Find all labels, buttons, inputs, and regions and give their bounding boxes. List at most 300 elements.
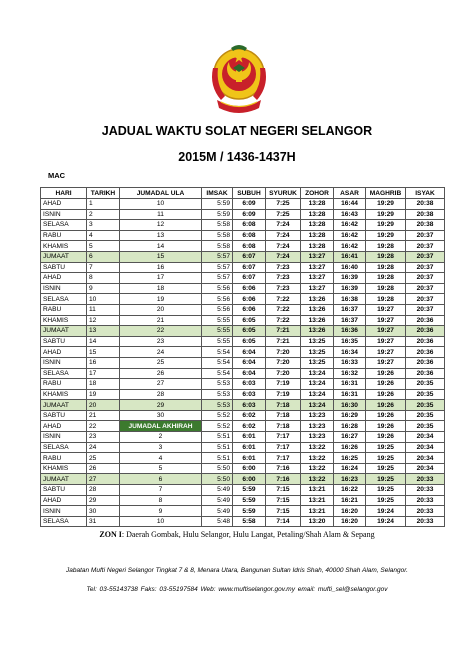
cell-tarikh: 24 — [87, 442, 120, 453]
cell-syuruk: 7:16 — [266, 474, 301, 485]
cell-subuh: 6:02 — [233, 421, 266, 432]
cell-asar: 16:31 — [334, 389, 366, 400]
table-row — [41, 273, 445, 284]
cell-imsak: 5:57 — [202, 262, 233, 273]
column-header: ASAR — [334, 188, 366, 199]
cell-maghrib: 19:25 — [366, 463, 406, 474]
cell-syuruk: 7:22 — [266, 304, 301, 315]
table-row — [41, 347, 445, 358]
cell-zohor: 13:28 — [301, 209, 334, 220]
cell-asar: 16:38 — [334, 294, 366, 305]
cell-subuh: 6:01 — [233, 432, 266, 443]
cell-imsak: 5:48 — [202, 516, 233, 527]
cell-hari: JUMAAT — [41, 251, 87, 262]
cell-hijri: 19 — [120, 294, 202, 305]
cell-asar: 16:40 — [334, 262, 366, 273]
cell-hari: RABU — [41, 379, 87, 390]
cell-hari: JUMAAT — [41, 326, 87, 337]
cell-tarikh: 23 — [87, 432, 120, 443]
cell-zohor: 13:24 — [301, 368, 334, 379]
zone-note — [0, 530, 474, 539]
cell-maghrib: 19:26 — [366, 421, 406, 432]
cell-hijri: 15 — [120, 251, 202, 262]
cell-syuruk: 7:19 — [266, 379, 301, 390]
cell-asar: 16:27 — [334, 432, 366, 443]
cell-zohor: 13:25 — [301, 347, 334, 358]
cell-isyak: 20:35 — [406, 389, 445, 400]
cell-zohor: 13:26 — [301, 326, 334, 337]
cell-isyak: 20:37 — [406, 273, 445, 284]
cell-zohor: 13:25 — [301, 336, 334, 347]
table-body — [41, 199, 445, 527]
cell-hijri: 23 — [120, 336, 202, 347]
cell-tarikh: 1 — [87, 199, 120, 210]
cell-subuh: 5:59 — [233, 495, 266, 506]
cell-maghrib: 19:29 — [366, 209, 406, 220]
cell-subuh: 6:08 — [233, 230, 266, 241]
table-row — [41, 336, 445, 347]
cell-syuruk: 7:17 — [266, 442, 301, 453]
cell-maghrib: 19:25 — [366, 495, 406, 506]
cell-isyak: 20:37 — [406, 230, 445, 241]
cell-asar: 16:41 — [334, 251, 366, 262]
cell-imsak: 5:54 — [202, 347, 233, 358]
cell-maghrib: 19:24 — [366, 516, 406, 527]
cell-isyak: 20:33 — [406, 474, 445, 485]
cell-maghrib: 19:27 — [366, 315, 406, 326]
cell-hijri: 20 — [120, 304, 202, 315]
cell-subuh: 6:02 — [233, 410, 266, 421]
cell-zohor: 13:27 — [301, 273, 334, 284]
cell-asar: 16:34 — [334, 347, 366, 358]
cell-asar: 16:33 — [334, 357, 366, 368]
cell-asar: 16:37 — [334, 315, 366, 326]
cell-maghrib: 19:28 — [366, 273, 406, 284]
cell-hijri: 13 — [120, 230, 202, 241]
cell-asar: 16:21 — [334, 495, 366, 506]
table-row — [41, 251, 445, 262]
cell-hari: KHAMIS — [41, 315, 87, 326]
table-row — [41, 326, 445, 337]
cell-tarikh: 27 — [87, 474, 120, 485]
cell-isyak: 20:34 — [406, 453, 445, 464]
cell-asar: 16:22 — [334, 485, 366, 496]
cell-tarikh: 16 — [87, 357, 120, 368]
cell-syuruk: 7:25 — [266, 199, 301, 210]
table-row — [41, 506, 445, 517]
table-row — [41, 199, 445, 210]
cell-hijri: 5 — [120, 463, 202, 474]
cell-asar: 16:20 — [334, 506, 366, 517]
cell-asar: 16:25 — [334, 453, 366, 464]
cell-hari: JUMAAT — [41, 474, 87, 485]
cell-syuruk: 7:17 — [266, 432, 301, 443]
cell-imsak: 5:56 — [202, 294, 233, 305]
cell-imsak: 5:51 — [202, 453, 233, 464]
cell-isyak: 20:37 — [406, 262, 445, 273]
cell-asar: 16:20 — [334, 516, 366, 527]
cell-hijri: 22 — [120, 326, 202, 337]
cell-imsak: 5:58 — [202, 220, 233, 231]
zone-text: : Daerah Gombak, Hulu Selangor, Hulu Langat, Petaling/Shah Alam & Sepang — [121, 530, 375, 539]
cell-zohor: 13:25 — [301, 357, 334, 368]
footer-contact: Tel: 03-55143738 Faks: 03-55197584 Web: www.muftiselangor.gov.my email: mufti_sel@selangor.gov — [86, 586, 388, 593]
cell-subuh: 6:05 — [233, 336, 266, 347]
cell-tarikh: 22 — [87, 421, 120, 432]
cell-subuh: 6:07 — [233, 262, 266, 273]
cell-imsak: 5:52 — [202, 410, 233, 421]
cell-hijri: 4 — [120, 453, 202, 464]
table-header-row — [41, 188, 445, 199]
cell-isyak: 20:33 — [406, 506, 445, 517]
table-row — [41, 463, 445, 474]
cell-isyak: 20:33 — [406, 485, 445, 496]
cell-imsak: 5:51 — [202, 442, 233, 453]
cell-maghrib: 19:25 — [366, 474, 406, 485]
cell-subuh: 6:04 — [233, 368, 266, 379]
cell-tarikh: 30 — [87, 506, 120, 517]
cell-tarikh: 18 — [87, 379, 120, 390]
cell-hari: SELASA — [41, 442, 87, 453]
cell-hari: SABTU — [41, 410, 87, 421]
cell-tarikh: 31 — [87, 516, 120, 527]
table-row — [41, 474, 445, 485]
prayer-times-table — [40, 187, 445, 527]
cell-hari: KHAMIS — [41, 463, 87, 474]
cell-tarikh: 11 — [87, 304, 120, 315]
cell-zohor: 13:27 — [301, 251, 334, 262]
table-row — [41, 410, 445, 421]
cell-asar: 16:39 — [334, 273, 366, 284]
column-header: SUBUH — [233, 188, 266, 199]
cell-syuruk: 7:21 — [266, 336, 301, 347]
cell-asar: 16:28 — [334, 421, 366, 432]
cell-maghrib: 19:28 — [366, 294, 406, 305]
cell-imsak: 5:54 — [202, 368, 233, 379]
cell-syuruk: 7:22 — [266, 315, 301, 326]
cell-zohor: 13:28 — [301, 199, 334, 210]
cell-zohor: 13:22 — [301, 453, 334, 464]
cell-subuh: 6:08 — [233, 241, 266, 252]
cell-hijri: 11 — [120, 209, 202, 220]
cell-zohor: 13:28 — [301, 241, 334, 252]
cell-zohor: 13:26 — [301, 294, 334, 305]
cell-subuh: 6:01 — [233, 442, 266, 453]
cell-syuruk: 7:23 — [266, 262, 301, 273]
cell-isyak: 20:34 — [406, 442, 445, 453]
cell-maghrib: 19:27 — [366, 357, 406, 368]
cell-syuruk: 7:15 — [266, 506, 301, 517]
cell-hari: SELASA — [41, 368, 87, 379]
cell-imsak: 5:53 — [202, 400, 233, 411]
cell-hijri: 10 — [120, 516, 202, 527]
cell-subuh: 6:09 — [233, 199, 266, 210]
cell-asar: 16:35 — [334, 336, 366, 347]
cell-syuruk: 7:23 — [266, 283, 301, 294]
cell-maghrib: 19:26 — [366, 379, 406, 390]
cell-isyak: 20:34 — [406, 432, 445, 443]
cell-asar: 16:44 — [334, 199, 366, 210]
table-row — [41, 304, 445, 315]
cell-hari: AHAD — [41, 495, 87, 506]
cell-hari: SELASA — [41, 294, 87, 305]
cell-isyak: 20:36 — [406, 336, 445, 347]
cell-isyak: 20:36 — [406, 347, 445, 358]
cell-isyak: 20:36 — [406, 368, 445, 379]
cell-zohor: 13:27 — [301, 262, 334, 273]
cell-zohor: 13:23 — [301, 432, 334, 443]
cell-subuh: 6:01 — [233, 453, 266, 464]
table-row — [41, 315, 445, 326]
cell-zohor: 13:28 — [301, 220, 334, 231]
cell-imsak: 5:50 — [202, 474, 233, 485]
cell-subuh: 6:00 — [233, 463, 266, 474]
cell-hari: RABU — [41, 304, 87, 315]
cell-hari: AHAD — [41, 273, 87, 284]
cell-asar: 16:29 — [334, 410, 366, 421]
cell-zohor: 13:24 — [301, 400, 334, 411]
cell-hijri: 18 — [120, 283, 202, 294]
cell-subuh: 6:00 — [233, 474, 266, 485]
column-header: IMSAK — [202, 188, 233, 199]
cell-hari: RABU — [41, 230, 87, 241]
cell-isyak: 20:35 — [406, 410, 445, 421]
table-row — [41, 368, 445, 379]
table-row — [41, 442, 445, 453]
cell-syuruk: 7:18 — [266, 410, 301, 421]
cell-imsak: 5:52 — [202, 421, 233, 432]
cell-isyak: 20:38 — [406, 220, 445, 231]
cell-tarikh: 20 — [87, 400, 120, 411]
cell-syuruk: 7:24 — [266, 230, 301, 241]
cell-asar: 16:36 — [334, 326, 366, 337]
cell-hari: ISNIN — [41, 506, 87, 517]
page-title: JADUAL WAKTU SOLAT NEGERI SELANGOR — [101, 124, 373, 138]
cell-hari: KHAMIS — [41, 241, 87, 252]
cell-maghrib: 19:28 — [366, 241, 406, 252]
cell-hari: SELASA — [41, 220, 87, 231]
column-header: ISYAK — [406, 188, 445, 199]
cell-maghrib: 19:29 — [366, 230, 406, 241]
cell-imsak: 5:53 — [202, 379, 233, 390]
cell-zohor: 13:22 — [301, 442, 334, 453]
cell-hijri: 10 — [120, 199, 202, 210]
cell-isyak: 20:35 — [406, 400, 445, 411]
cell-imsak: 5:55 — [202, 315, 233, 326]
table-row — [41, 495, 445, 506]
page-subtitle-year: 2015M / 1436-1437H — [178, 150, 296, 164]
cell-maghrib: 19:26 — [366, 400, 406, 411]
cell-hari: RABU — [41, 453, 87, 464]
cell-syuruk: 7:16 — [266, 463, 301, 474]
cell-imsak: 5:55 — [202, 336, 233, 347]
cell-subuh: 6:08 — [233, 220, 266, 231]
cell-tarikh: 17 — [87, 368, 120, 379]
cell-maghrib: 19:26 — [366, 432, 406, 443]
cell-subuh: 6:03 — [233, 379, 266, 390]
cell-maghrib: 19:25 — [366, 453, 406, 464]
cell-imsak: 5:57 — [202, 273, 233, 284]
table-row — [41, 283, 445, 294]
cell-hijri: 16 — [120, 262, 202, 273]
cell-asar: 16:31 — [334, 379, 366, 390]
cell-hari: ISNIN — [41, 209, 87, 220]
cell-tarikh: 6 — [87, 251, 120, 262]
cell-maghrib: 19:26 — [366, 389, 406, 400]
table-row — [41, 432, 445, 443]
cell-hijri: 25 — [120, 357, 202, 368]
table-row — [41, 400, 445, 411]
cell-imsak: 5:53 — [202, 389, 233, 400]
cell-imsak: 5:49 — [202, 506, 233, 517]
cell-isyak: 20:37 — [406, 241, 445, 252]
cell-syuruk: 7:15 — [266, 495, 301, 506]
cell-zohor: 13:23 — [301, 410, 334, 421]
table-row — [41, 220, 445, 231]
cell-zohor: 13:22 — [301, 463, 334, 474]
table-row — [41, 485, 445, 496]
column-header: JUMADAL ULA — [120, 188, 202, 199]
column-header: SYURUK — [266, 188, 301, 199]
cell-zohor: 13:21 — [301, 495, 334, 506]
cell-imsak: 5:57 — [202, 251, 233, 262]
cell-zohor: 13:21 — [301, 506, 334, 517]
cell-tarikh: 21 — [87, 410, 120, 421]
cell-isyak: 20:37 — [406, 304, 445, 315]
cell-hari: AHAD — [41, 347, 87, 358]
cell-isyak: 20:35 — [406, 421, 445, 432]
cell-syuruk: 7:19 — [266, 389, 301, 400]
cell-subuh: 6:05 — [233, 326, 266, 337]
cell-imsak: 5:55 — [202, 326, 233, 337]
cell-isyak: 20:36 — [406, 326, 445, 337]
cell-hari: ISNIN — [41, 283, 87, 294]
cell-hari: ISNIN — [41, 357, 87, 368]
cell-tarikh: 29 — [87, 495, 120, 506]
cell-hijri: 6 — [120, 474, 202, 485]
cell-syuruk: 7:18 — [266, 400, 301, 411]
cell-syuruk: 7:15 — [266, 485, 301, 496]
cell-maghrib: 19:27 — [366, 336, 406, 347]
table-row — [41, 421, 445, 432]
cell-subuh: 6:03 — [233, 389, 266, 400]
cell-isyak: 20:33 — [406, 495, 445, 506]
cell-imsak: 5:50 — [202, 463, 233, 474]
cell-tarikh: 25 — [87, 453, 120, 464]
cell-subuh: 6:09 — [233, 209, 266, 220]
cell-hijri: 12 — [120, 220, 202, 231]
cell-tarikh: 13 — [87, 326, 120, 337]
cell-hari: JUMAAT — [41, 400, 87, 411]
cell-isyak: 20:36 — [406, 357, 445, 368]
cell-tarikh: 19 — [87, 389, 120, 400]
cell-maghrib: 19:27 — [366, 347, 406, 358]
footer-address: Jabatan Mufti Negeri Selangor Tingkat 7 & 8, Menara Utara, Bangunan Sultan Idris Shah, 40000 Shah Alam, Selangor. — [65, 567, 408, 574]
cell-maghrib: 19:24 — [366, 506, 406, 517]
cell-hari: SABTU — [41, 485, 87, 496]
cell-maghrib: 19:28 — [366, 251, 406, 262]
cell-asar: 16:43 — [334, 209, 366, 220]
cell-hari: ISNIN — [41, 432, 87, 443]
cell-hari: SABTU — [41, 336, 87, 347]
cell-hijri: 3 — [120, 442, 202, 453]
cell-syuruk: 7:18 — [266, 421, 301, 432]
cell-subuh: 6:05 — [233, 315, 266, 326]
cell-zohor: 13:21 — [301, 485, 334, 496]
cell-hijri: 17 — [120, 273, 202, 284]
cell-imsak: 5:56 — [202, 283, 233, 294]
cell-isyak: 20:37 — [406, 283, 445, 294]
cell-tarikh: 12 — [87, 315, 120, 326]
cell-asar: 16:37 — [334, 304, 366, 315]
selangor-crest-icon — [207, 38, 271, 116]
cell-tarikh: 15 — [87, 347, 120, 358]
cell-hijri: 24 — [120, 347, 202, 358]
cell-isyak: 20:37 — [406, 251, 445, 262]
cell-maghrib: 19:29 — [366, 199, 406, 210]
table-row — [41, 294, 445, 305]
cell-syuruk: 7:24 — [266, 251, 301, 262]
cell-imsak: 5:58 — [202, 230, 233, 241]
cell-maghrib: 19:27 — [366, 304, 406, 315]
cell-subuh: 6:04 — [233, 357, 266, 368]
cell-subuh: 6:06 — [233, 304, 266, 315]
cell-tarikh: 2 — [87, 209, 120, 220]
cell-imsak: 5:49 — [202, 485, 233, 496]
cell-hari: SABTU — [41, 262, 87, 273]
cell-zohor: 13:24 — [301, 389, 334, 400]
cell-hijri: 30 — [120, 410, 202, 421]
cell-maghrib: 19:25 — [366, 442, 406, 453]
column-header: ZOHOR — [301, 188, 334, 199]
cell-tarikh: 14 — [87, 336, 120, 347]
cell-asar: 16:42 — [334, 241, 366, 252]
cell-hijri: 14 — [120, 241, 202, 252]
cell-syuruk: 7:17 — [266, 453, 301, 464]
cell-maghrib: 19:26 — [366, 410, 406, 421]
cell-asar: 16:24 — [334, 463, 366, 474]
cell-hari: KHAMIS — [41, 389, 87, 400]
column-header: MAGHRIB — [366, 188, 406, 199]
cell-isyak: 20:37 — [406, 294, 445, 305]
cell-syuruk: 7:23 — [266, 273, 301, 284]
cell-zohor: 13:26 — [301, 315, 334, 326]
cell-hijri: 26 — [120, 368, 202, 379]
cell-hijri: 2 — [120, 432, 202, 443]
cell-syuruk: 7:24 — [266, 220, 301, 231]
cell-hijri: 27 — [120, 379, 202, 390]
cell-isyak: 20:38 — [406, 209, 445, 220]
cell-isyak: 20:35 — [406, 379, 445, 390]
cell-zohor: 13:20 — [301, 516, 334, 527]
cell-isyak: 20:38 — [406, 199, 445, 210]
cell-imsak: 5:59 — [202, 209, 233, 220]
cell-subuh: 6:04 — [233, 347, 266, 358]
cell-zohor: 13:27 — [301, 283, 334, 294]
cell-zohor: 13:28 — [301, 230, 334, 241]
cell-tarikh: 4 — [87, 230, 120, 241]
table-row — [41, 230, 445, 241]
cell-tarikh: 7 — [87, 262, 120, 273]
cell-isyak: 20:36 — [406, 315, 445, 326]
cell-tarikh: 10 — [87, 294, 120, 305]
cell-syuruk: 7:24 — [266, 241, 301, 252]
table-row — [41, 379, 445, 390]
cell-imsak: 5:56 — [202, 304, 233, 315]
cell-subuh: 6:03 — [233, 400, 266, 411]
cell-tarikh: 8 — [87, 273, 120, 284]
cell-zohor: 13:22 — [301, 474, 334, 485]
